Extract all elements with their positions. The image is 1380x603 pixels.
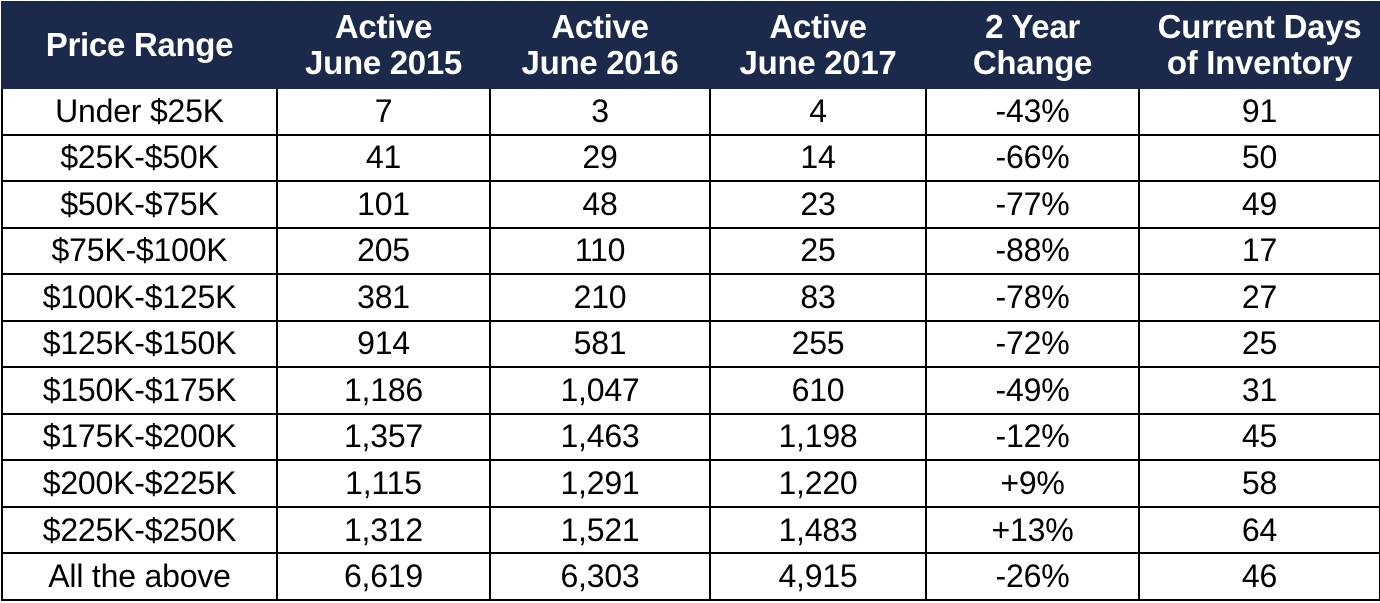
cell-price-range: $125K-$150K bbox=[2, 321, 277, 368]
header-line-2: June 2016 bbox=[521, 44, 679, 81]
header-line-1: Price Range bbox=[45, 26, 234, 64]
column-header-price-range bbox=[2, 2, 277, 88]
cell-two-year-change: -43% bbox=[926, 88, 1139, 135]
table-row bbox=[2, 228, 1380, 275]
header-line-1: Active bbox=[551, 8, 649, 46]
table-row bbox=[2, 88, 1380, 135]
price-range-inventory-table bbox=[1, 1, 1380, 601]
cell-active-2017: 255 bbox=[710, 321, 926, 368]
cell-active-2016: 110 bbox=[490, 228, 710, 275]
cell-active-2016: 581 bbox=[490, 321, 710, 368]
cell-days-of-inventory: 45 bbox=[1139, 414, 1380, 461]
column-header-two-year-change bbox=[926, 2, 1139, 88]
table-row bbox=[2, 367, 1380, 414]
cell-days-of-inventory: 91 bbox=[1139, 88, 1380, 135]
header-line-1: 2 Year bbox=[985, 8, 1080, 46]
cell-active-2015: 101 bbox=[277, 181, 490, 228]
cell-active-2015: 381 bbox=[277, 274, 490, 321]
cell-two-year-change: -72% bbox=[926, 321, 1139, 368]
cell-days-of-inventory: 46 bbox=[1139, 553, 1380, 600]
cell-two-year-change: -26% bbox=[926, 553, 1139, 600]
column-header-active-2015 bbox=[277, 2, 490, 88]
cell-active-2016: 6,303 bbox=[490, 553, 710, 600]
header-line-1: Active bbox=[769, 8, 867, 46]
header-line-2: June 2017 bbox=[739, 44, 897, 81]
column-header-current-days-of-inventory bbox=[1139, 2, 1380, 88]
column-header-active-2016 bbox=[490, 2, 710, 88]
cell-two-year-change: +9% bbox=[926, 460, 1139, 507]
table-row bbox=[2, 321, 1380, 368]
cell-active-2015: 205 bbox=[277, 228, 490, 275]
header-line-2: June 2015 bbox=[305, 44, 462, 81]
cell-two-year-change: -12% bbox=[926, 414, 1139, 461]
cell-active-2015: 41 bbox=[277, 135, 490, 182]
cell-two-year-change: -77% bbox=[926, 181, 1139, 228]
table-body bbox=[2, 88, 1380, 600]
cell-active-2016: 48 bbox=[490, 181, 710, 228]
cell-price-range: $100K-$125K bbox=[2, 274, 277, 321]
table-row bbox=[2, 135, 1380, 182]
cell-active-2016: 210 bbox=[490, 274, 710, 321]
cell-active-2015: 7 bbox=[277, 88, 490, 135]
column-header-active-2017 bbox=[710, 2, 926, 88]
cell-active-2015: 1,312 bbox=[277, 507, 490, 554]
table-row bbox=[2, 414, 1380, 461]
cell-days-of-inventory: 17 bbox=[1139, 228, 1380, 275]
cell-price-range: $175K-$200K bbox=[2, 414, 277, 461]
cell-two-year-change: -88% bbox=[926, 228, 1139, 275]
table-header bbox=[2, 2, 1380, 88]
cell-active-2017: 83 bbox=[710, 274, 926, 321]
cell-active-2017: 4,915 bbox=[710, 553, 926, 600]
cell-active-2016: 1,291 bbox=[490, 460, 710, 507]
cell-two-year-change: -66% bbox=[926, 135, 1139, 182]
cell-active-2017: 1,220 bbox=[710, 460, 926, 507]
cell-price-range: $75K-$100K bbox=[2, 228, 277, 275]
table-row bbox=[2, 181, 1380, 228]
cell-active-2017: 1,198 bbox=[710, 414, 926, 461]
cell-price-range: All the above bbox=[2, 553, 277, 600]
header-line-2: Change bbox=[972, 44, 1093, 81]
cell-days-of-inventory: 64 bbox=[1139, 507, 1380, 554]
cell-active-2015: 1,115 bbox=[277, 460, 490, 507]
table-row bbox=[2, 274, 1380, 321]
cell-days-of-inventory: 50 bbox=[1139, 135, 1380, 182]
cell-two-year-change: -49% bbox=[926, 367, 1139, 414]
header-line-1: Current Days bbox=[1157, 8, 1362, 46]
cell-days-of-inventory: 49 bbox=[1139, 181, 1380, 228]
cell-active-2015: 914 bbox=[277, 321, 490, 368]
cell-price-range: $200K-$225K bbox=[2, 460, 277, 507]
cell-price-range: $25K-$50K bbox=[2, 135, 277, 182]
cell-two-year-change: +13% bbox=[926, 507, 1139, 554]
cell-active-2016: 3 bbox=[490, 88, 710, 135]
cell-active-2017: 14 bbox=[710, 135, 926, 182]
cell-active-2015: 6,619 bbox=[277, 553, 490, 600]
table-row bbox=[2, 460, 1380, 507]
cell-days-of-inventory: 31 bbox=[1139, 367, 1380, 414]
cell-days-of-inventory: 27 bbox=[1139, 274, 1380, 321]
cell-active-2016: 29 bbox=[490, 135, 710, 182]
cell-active-2017: 23 bbox=[710, 181, 926, 228]
cell-days-of-inventory: 25 bbox=[1139, 321, 1380, 368]
cell-active-2015: 1,357 bbox=[277, 414, 490, 461]
cell-active-2017: 1,483 bbox=[710, 507, 926, 554]
cell-active-2016: 1,521 bbox=[490, 507, 710, 554]
table-header-row bbox=[2, 2, 1380, 88]
cell-active-2015: 1,186 bbox=[277, 367, 490, 414]
cell-active-2017: 25 bbox=[710, 228, 926, 275]
inventory-table-container bbox=[0, 1, 1380, 603]
cell-price-range: $150K-$175K bbox=[2, 367, 277, 414]
cell-active-2016: 1,463 bbox=[490, 414, 710, 461]
cell-active-2016: 1,047 bbox=[490, 367, 710, 414]
table-row-total bbox=[2, 553, 1380, 600]
cell-price-range: Under $25K bbox=[2, 88, 277, 135]
cell-active-2017: 4 bbox=[710, 88, 926, 135]
cell-price-range: $50K-$75K bbox=[2, 181, 277, 228]
cell-days-of-inventory: 58 bbox=[1139, 460, 1380, 507]
header-line-2: of Inventory bbox=[1166, 44, 1353, 81]
table-row bbox=[2, 507, 1380, 554]
cell-active-2017: 610 bbox=[710, 367, 926, 414]
cell-price-range: $225K-$250K bbox=[2, 507, 277, 554]
cell-two-year-change: -78% bbox=[926, 274, 1139, 321]
header-line-1: Active bbox=[334, 8, 433, 46]
